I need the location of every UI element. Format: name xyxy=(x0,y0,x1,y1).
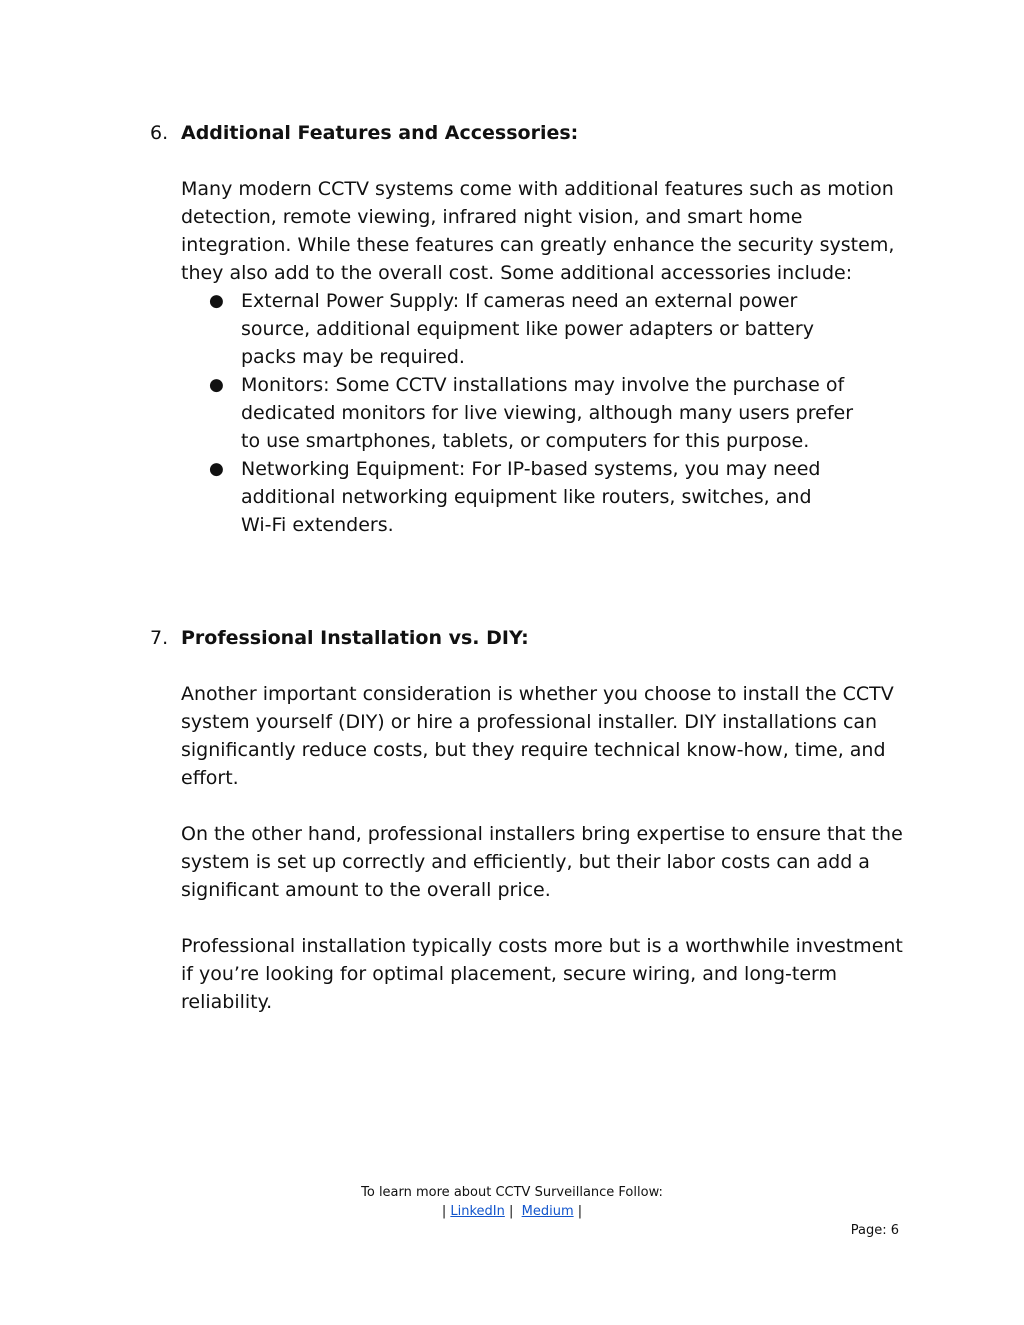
list-item-line: to use smartphones, tablets, or computers for this purpose. xyxy=(241,430,810,452)
bullet-icon: ● xyxy=(209,291,224,311)
section-title: Additional Features and Accessories: xyxy=(181,122,579,144)
list-item xyxy=(181,287,901,371)
section-number: 6. xyxy=(150,122,169,144)
list-item-line: source, additional equipment like power adapters or battery xyxy=(241,318,814,340)
section-heading xyxy=(150,624,910,652)
paragraph: On the other hand, professional installers bring expertise to ensure that the system is set up correctly and efficiently, but their labor costs can add a significant amount to the overall price. xyxy=(181,823,903,901)
list-item-line: Networking Equipment: For IP-based systems, you may need xyxy=(241,458,821,480)
footer-follow-text: To learn more about CCTV Surveillance Follow: xyxy=(361,1185,663,1200)
section-intro-paragraph: Many modern CCTV systems come with additional features such as motion detection, remote viewing, infrared night vision, and smart home integration. While these features can greatly enhance the security system, they also add to the overall cost. Some additional accessories include: xyxy=(181,178,895,284)
list-item-line: packs may be required. xyxy=(241,346,465,368)
list-item-line: dedicated monitors for live viewing, although many users prefer xyxy=(241,402,854,424)
bullet-icon: ● xyxy=(209,375,224,395)
linkedin-link[interactable]: LinkedIn xyxy=(450,1204,505,1219)
list-item xyxy=(181,371,901,455)
separator: | xyxy=(577,1204,583,1219)
section-title: Professional Installation vs. DIY: xyxy=(181,627,529,649)
section-number: 7. xyxy=(150,627,169,649)
list-item xyxy=(181,455,901,539)
list-item-line: Monitors: Some CCTV installations may involve the purchase of xyxy=(241,374,845,396)
section-heading xyxy=(150,119,910,147)
section-professional-installation xyxy=(150,624,910,1016)
footer-links xyxy=(0,1202,1024,1221)
bullet-icon: ● xyxy=(209,459,224,479)
separator: | xyxy=(508,1204,514,1219)
list-item-line: additional networking equipment like routers, switches, and xyxy=(241,486,812,508)
list-item-line: External Power Supply: If cameras need an external power xyxy=(241,290,798,312)
section-additional-features xyxy=(150,119,910,539)
separator: | xyxy=(441,1204,447,1219)
list-item-line: Wi-Fi extenders. xyxy=(241,514,394,536)
paragraph: Professional installation typically costs more but is a worthwhile investment if you’re looking for optimal placement, secure wiring, and long-term reliability. xyxy=(181,935,903,1013)
page-number: Page: 6 xyxy=(850,1223,899,1238)
paragraph: Another important consideration is whether you choose to install the CCTV system yourself (DIY) or hire a professional installer. DIY installations can significantly reduce costs, but they require technical know-how, time, and effort. xyxy=(181,683,894,789)
accessories-list xyxy=(150,287,910,539)
medium-link[interactable]: Medium xyxy=(521,1204,574,1219)
